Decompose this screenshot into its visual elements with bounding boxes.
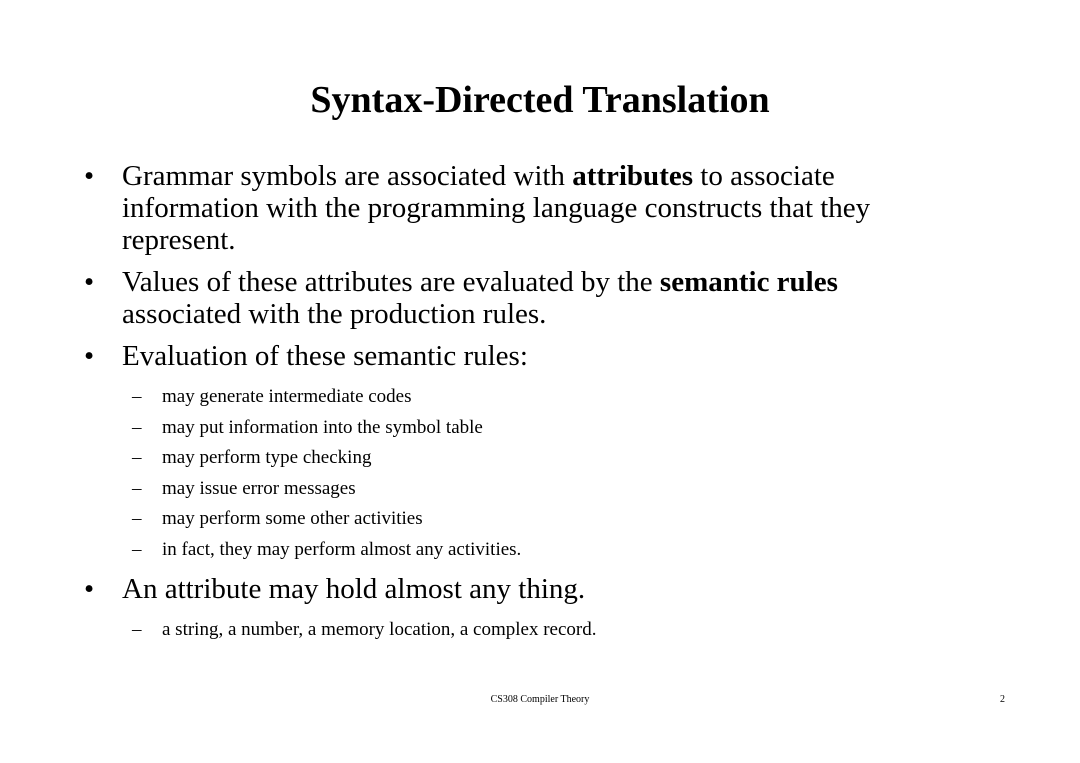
dash-icon: –	[132, 538, 142, 560]
bullet-text: An attribute may hold almost any thing.	[122, 573, 586, 605]
dash-icon: –	[132, 386, 142, 407]
bullet-icon: •	[84, 160, 95, 192]
sub-item	[122, 474, 964, 505]
bullet-text: Values of these attributes are evaluated by the	[122, 266, 660, 298]
sub-list-evaluation	[122, 382, 964, 565]
dash-icon: –	[132, 508, 142, 529]
bullet-item-attribute-hold	[84, 573, 964, 605]
bullet-bold-term: semantic rules	[659, 266, 838, 298]
sub-item	[122, 382, 964, 413]
sub-item	[122, 615, 964, 646]
sub-item	[122, 535, 964, 566]
dash-icon: –	[132, 447, 142, 468]
bullet-item-evaluation	[84, 340, 964, 372]
bullet-item-attributes	[84, 160, 964, 256]
dash-icon: –	[132, 619, 142, 640]
slide-title: Syntax-Directed Translation	[310, 79, 770, 121]
bullet-text: associated with the production rules.	[122, 298, 547, 330]
sub-item-text: a string, a number, a memory location, a complex record.	[162, 619, 597, 640]
sub-item-text: may perform type checking	[162, 447, 372, 468]
bullet-text: to associate information with the programming language constructs that they represent.	[122, 160, 871, 256]
sub-item-text: may put information into the symbol table	[162, 416, 483, 438]
page-number: 2	[1000, 694, 1005, 705]
bullet-icon: •	[84, 573, 95, 605]
bullet-icon: •	[84, 340, 95, 372]
bullet-list	[84, 160, 964, 654]
bullet-item-semantic-rules	[84, 266, 964, 330]
sub-list-attribute-hold	[122, 615, 964, 646]
footer-course-title: CS308 Compiler Theory	[490, 694, 590, 705]
dash-icon: –	[132, 416, 142, 438]
sub-item-text: may generate intermediate codes	[162, 386, 412, 407]
sub-item	[122, 443, 964, 474]
sub-item-text: may perform some other activities	[162, 508, 423, 529]
bullet-icon: •	[84, 266, 95, 298]
sub-item	[122, 504, 964, 535]
bullet-text: Evaluation of these semantic rules:	[122, 340, 528, 372]
sub-item-text: in fact, they may perform almost any activities.	[162, 538, 522, 560]
dash-icon: –	[132, 477, 142, 499]
sub-item-text: may issue error messages	[162, 477, 356, 499]
sub-item	[122, 413, 964, 444]
bullet-bold-term: attributes	[572, 160, 694, 192]
bullet-text: Grammar symbols are associated with	[122, 160, 573, 192]
